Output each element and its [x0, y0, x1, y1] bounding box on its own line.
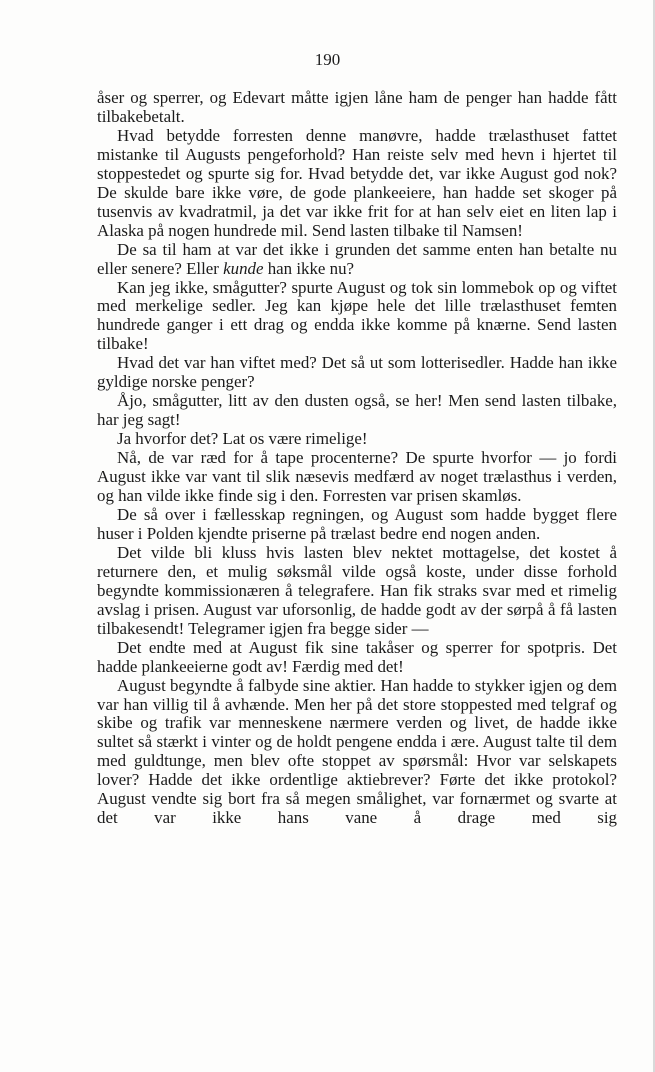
paragraph: Det vilde bli kluss hvis lasten blev nektet mottagelse, det kostet å returnere den, et mulig søksmål vilde også koste, under disse forhold begyndte kommissionæren å telegrafere. Han fik straks svar med et rimelig avslag i prisen. August var uforsonlig, de hadde godt av der sørpå å få lasten tilbakesendt! Telegramer igjen fra begge sider — — [97, 542, 617, 638]
paragraph: Hvad betydde forresten denne manøvre, hadde trælasthuset fattet mistanke til Augusts pengeforhold? Han reiste selv med hevn i hjertet til stoppestedet og spurte sig for. Hvad betydde det, var ikke August god nok? De skulde bare ikke vøre, de gode plankeeiere, han hadde set skoger på tusenvis av kvadratmil, ja det var ikke frit for at han selv eiet en liten lap i Alaska på nogen hundrede mil. Send lasten tilbake til Namsen! — [97, 125, 617, 240]
paragraph: Hvad det var han viftet med? Det så ut som lotterisedler. Hadde han ikke gyldige norske penger? — [97, 353, 617, 392]
paragraph: Kan jeg ikke, smågutter? spurte August og tok sin lommebok op og viftet med merkelige sedler. Jeg kan kjøpe hele det lille trælasthuset femten hundrede ganger i ett drag og endda ikke komme på knærne. Send lasten tilbake! — [97, 277, 617, 354]
paragraph: Nå, de var ræd for å tape procenterne? De spurte hvorfor — jo fordi August ikke var vant til slik næsevis medfærd av noget trælasthus i verden, og han vilde ikke finde sig i den. Forresten var prisen skamløs. — [97, 448, 617, 506]
paragraph-continuation: åser og sperrer, og Edevart måtte igjen låne ham de penger han hadde fått tilbakebetalt. — [97, 88, 617, 126]
paragraph: Åjo, smågutter, litt av den dusten også, se her! Men send lasten tilbake, har jeg sagt! — [97, 391, 617, 430]
paragraph: Det endte med at August fik sine takåser og sperrer for spotpris. Det hadde plankeeierne godt av! Færdig med det! — [97, 637, 617, 676]
page-body-text — [97, 89, 617, 828]
paragraph: De sa til ham at var det ikke i grunden det samme enten han betalte nu eller senere? Eller kunde han ikke nu? — [97, 239, 617, 278]
paragraph: Ja hvorfor det? Lat os være rimelige! — [117, 429, 368, 449]
emphasis: kunde — [223, 258, 264, 278]
page-number: 190 — [314, 50, 341, 69]
paragraph-last: August begyndte å falbyde sine aktier. Han hadde to stykker igjen og dem var han villig til å avhænde. Men her på det store stoppested med telgraf og skibe og trafik var menneskene nærmere verden og livet, de hadde ikke sultet så stærkt i vinter og de holdt pengene endda i ære. August talte til dem med guldtunge, men blev ofte stoppet av spørsmål: Hvor var selskapets lover? Hadde det ikke ordentlige aktiebrever? Førte det ikke protokol? August vendte sig bort fra så megen smålighet, var fornærmet og svarte at det var ikke hans vane å drage med sig — [97, 675, 617, 828]
paragraph: De så over i fællesskap regningen, og August som hadde bygget flere huser i Polden kjendte priserne på trælast bedre end nogen anden. — [97, 504, 617, 543]
